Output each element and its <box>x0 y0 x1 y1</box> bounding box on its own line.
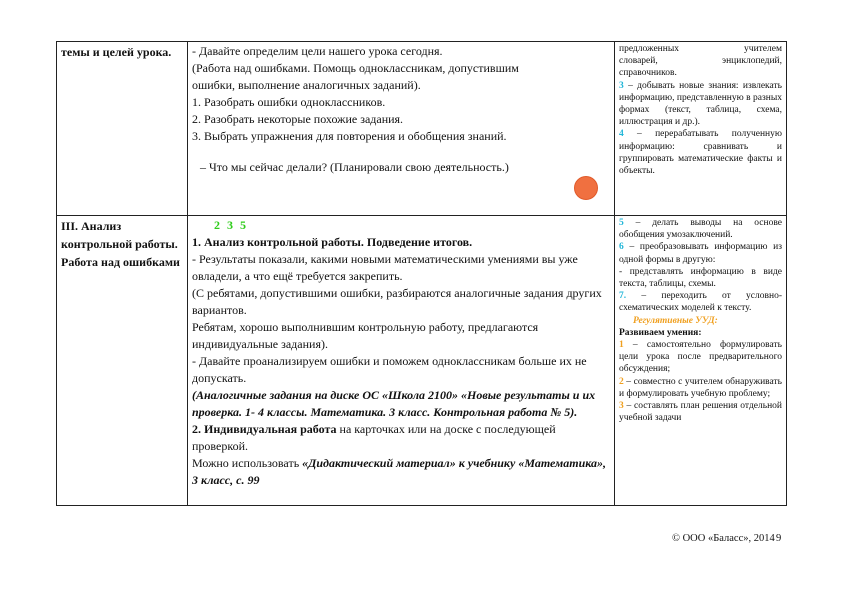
paragraph: (С ребятами, допустившими ошибки, разбираются аналогичные задания других вариантов. <box>192 286 602 317</box>
stage-cell <box>57 216 188 506</box>
uud-item <box>619 376 782 400</box>
footer-copyright: © ООО «Баласс», 2014 <box>672 533 775 544</box>
stage-cell <box>57 42 188 216</box>
spacer <box>192 145 610 159</box>
uud-number: 1 <box>619 340 624 351</box>
uud-item <box>619 128 782 177</box>
paragraph-text: Можно использовать <box>192 456 303 470</box>
uud-markers: 2 3 5 <box>214 218 248 232</box>
uud-item-text: – составлять план решения отдельной учебной задачи <box>619 401 782 424</box>
uud-item-text: – преобразовывать информацию из одной формы в другую: <box>619 242 782 265</box>
orange-dot-marker <box>574 176 598 200</box>
paragraph <box>192 455 610 489</box>
uud-text-line: справочников. <box>619 68 677 79</box>
text-line: – Что мы сейчас делали? (Планировали свою деятельность.) <box>200 160 509 174</box>
uud-number: 3 <box>619 401 624 412</box>
uud-item <box>619 290 782 314</box>
paragraph-text: на карточках или на доске с последующей проверкой. <box>192 422 556 453</box>
lesson-table <box>56 41 787 506</box>
uud-item: - представлять информацию в виде текста, таблицы, схемы. <box>619 266 782 290</box>
section-heading: 2. Индивидуальная работа <box>192 422 337 436</box>
uud-number: 2 <box>619 376 624 387</box>
uud-number: 3 <box>619 80 624 91</box>
text-line: 1. Разобрать ошибки одноклассников. <box>192 95 386 109</box>
paragraph: (Аналогичные задания на диске ОС «Школа 2100» «Новые результаты и их проверка. 1- 4 классы. Математика. 3 класс. Контрольная работа № 5). <box>192 388 596 419</box>
text-line: 3. Выбрать упражнения для повторения и обобщения знаний. <box>192 129 507 143</box>
text-line: - Давайте определим цели нашего урока сегодня. <box>192 44 443 58</box>
uud-item <box>619 400 782 424</box>
table-row <box>57 42 787 216</box>
paragraph-text: «Дидактический материал» к учебнику «Математика», 3 класс, с. 99 <box>192 456 607 487</box>
uud-number: 4 <box>619 129 624 140</box>
uud-cell <box>615 216 787 506</box>
uud-text-line: предложенных учителем <box>619 44 782 54</box>
page-number: 9 <box>776 533 782 544</box>
stage-title: темы и целей урока. <box>61 45 172 59</box>
teacher-activity-cell <box>188 42 615 216</box>
uud-heading: Регулятивные УУД: <box>633 315 718 326</box>
uud-item <box>619 80 782 129</box>
paragraph: - Результаты показали, какими новыми математическими умениями вы уже овладели, а что ещё требуется закрепить. <box>192 252 578 283</box>
uud-item-text: – самостоятельно формулировать цели урока после предварительного обсуждения; <box>619 340 782 375</box>
uud-number: 6 <box>619 242 624 253</box>
uud-item <box>619 217 782 241</box>
text-line: 2. Разобрать некоторые похожие задания. <box>192 112 404 126</box>
paragraph: Ребятам, хорошо выполнившим контрольную работу, предлагаются индивидуальные задания). <box>192 320 539 351</box>
uud-number: 7. <box>619 291 627 302</box>
uud-item-text: – перерабатывать полученную информацию: сравнивать и группировать математические факты и объекты. <box>619 129 782 177</box>
uud-item-text: – делать выводы на основе обобщения умозаключений. <box>619 218 782 241</box>
stage-title: III. Анализ контрольной работы. Работа над ошибками <box>61 219 180 269</box>
uud-item <box>619 339 782 376</box>
uud-item <box>619 241 782 265</box>
teacher-activity-cell <box>188 216 615 506</box>
text-line: ошибки, выполнение аналогичных заданий). <box>192 78 421 92</box>
uud-cell <box>615 42 787 216</box>
table-row <box>57 216 787 506</box>
text-line: (Работа над ошибками. Помощь одноклассникам, допустившим <box>192 61 519 75</box>
uud-item-text: – добывать новые знания: извлекать информацию, представленную в разных формах (текст, таблица, схема, иллюстрация и др.). <box>619 80 782 128</box>
uud-number: 5 <box>619 218 624 228</box>
uud-text-line: словарей, энциклопедий, <box>619 56 782 67</box>
uud-subheading: Развиваем умения: <box>619 327 702 338</box>
paragraph: - Давайте проанализируем ошибки и поможем одноклассникам больше их не допускать. <box>192 354 587 385</box>
section-heading: 1. Анализ контрольной работы. Подведение итогов. <box>192 235 473 249</box>
uud-item-text: – переходить от условно-схематических моделей к тексту. <box>619 291 782 314</box>
paragraph <box>192 421 610 455</box>
uud-item-text: – совместно с учителем обнаруживать и формулировать учебную проблему; <box>619 376 782 399</box>
